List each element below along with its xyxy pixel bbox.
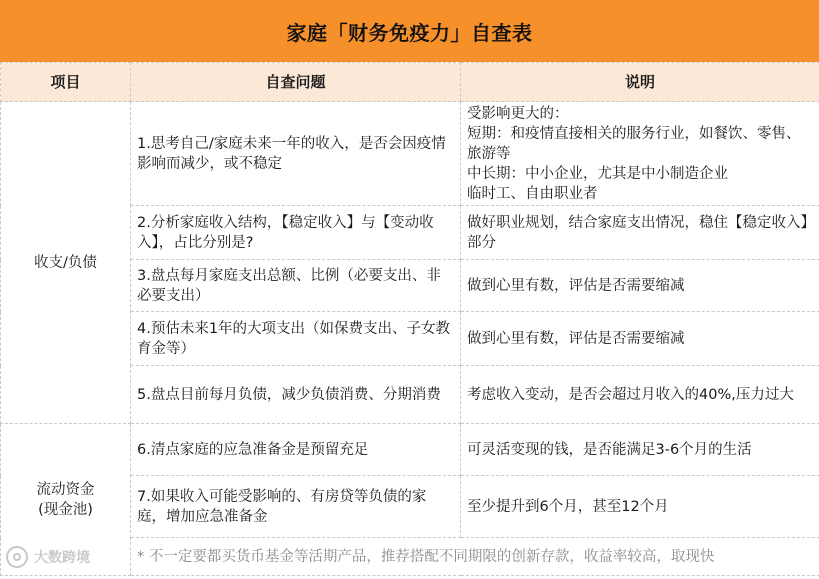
question-cell: 1.思考自己/家庭未来一年的收入，是否会因疫情影响而减少，或不稳定 [131,102,461,206]
question-cell: 5.盘点目前每月负债，减少负债消费、分期消费 [131,366,461,424]
watermark-text: 大数跨境 [34,550,90,566]
explain-cell: 可灵活变现的钱，是否能满足3-6个月的生活 [461,424,819,476]
explain-cell: 做好职业规划，结合家庭支出情况，稳住【稳定收入】部分 [461,206,819,260]
page-title: 家庭「财务免疫力」自查表 [286,20,533,45]
question-cell: 3.盘点每月家庭支出总额、比例（必要支出、非必要支出） [131,260,461,312]
question-cell: 2.分析家庭收入结构，【稳定收入】与【变动收入】，占比分别是? [131,206,461,260]
header-item: 项目 [1,63,131,102]
title-bar [0,0,819,62]
table-row [1,102,819,206]
footnote: * 不一定要都买货币基金等活期产品，推荐搭配不同期限的创新存款，收益率较高，取现快 [131,538,819,576]
group-label-income-debt: 收支/负债 [1,102,131,424]
header-explain: 说明 [461,63,819,102]
explain-line: 受影响更大的： [467,105,569,122]
question-cell: 6.清点家庭的应急准备金是预留充足 [131,424,461,476]
watermark [6,546,90,568]
checklist-table [0,62,819,576]
explain-cell: 至少提升到6个月，甚至12个月 [461,476,819,538]
explain-cell: 做到心里有数，评估是否需要缩减 [461,312,819,366]
table-header-row [1,63,819,102]
explain-line: 短期：和疫情直接相关的服务行业，如餐饮、零售、旅游等 [467,125,801,162]
explain-line: 中长期：中小企业，尤其是中小制造企业 [467,165,728,182]
table-row [1,424,819,476]
group-label-line: 流动资金 [36,481,95,498]
header-question: 自查问题 [131,63,461,102]
explain-cell: 做到心里有数，评估是否需要缩减 [461,260,819,312]
question-cell: 4.预估未来1年的大项支出（如保费支出、子女教育金等） [131,312,461,366]
explain-cell: 考虑收入变动，是否会超过月收入的40%,压力过大 [461,366,819,424]
group-label-line: (现金池) [38,501,93,518]
explain-cell [461,102,819,206]
explain-line: 临时工、自由职业者 [467,185,598,202]
watermark-logo-icon [6,546,28,568]
question-cell: 7.如果收入可能受影响的、有房贷等负债的家庭，增加应急准备金 [131,476,461,538]
